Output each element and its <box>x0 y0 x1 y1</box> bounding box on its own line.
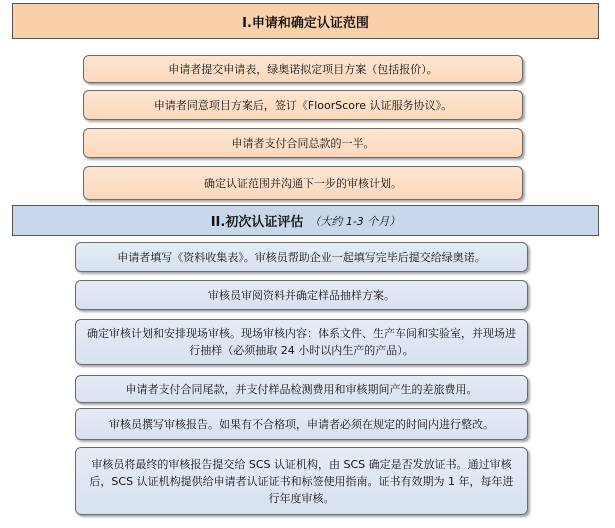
step-text: 审核员将最终的审核报告提交给 SCS 认证机构，由 SCS 确定是否发放证书。通过审核后，SCS 认证机构提供给申请者认证证书和标签使用指南。证书有效期为 1 年，每年进行年度审核。 <box>89 457 514 505</box>
step-text: 申请者支付合同尾款，并支付样品检测费用和审核期间产生的差旅费用。 <box>125 382 478 396</box>
section1-title: I.申请和确定认证范围 <box>242 15 369 31</box>
section1-step-1 <box>83 55 523 83</box>
step-text: 审核员撰写审核报告。如果有不合格项，申请者必须在规定的时间内进行整改。 <box>109 417 494 431</box>
section2-step-5 <box>75 408 528 440</box>
step-text: 审核员审阅资料并确定样品抽样方案。 <box>208 288 395 302</box>
section2-title: II.初次认证评估 <box>210 215 304 230</box>
step-text: 确定认证范围并沟通下一步的审核计划。 <box>204 176 402 190</box>
section2-step-3 <box>75 319 528 365</box>
step-text: 确定审核计划和安排现场审核。现场审核内容：体系文件、生产车间和实验室，并现场进行抽样（必须抽取 24 小时以内生产的产品）。 <box>87 327 516 357</box>
step-text: 申请者同意项目方案后，签订《FloorScore 认证服务协议》。 <box>153 98 453 112</box>
section1-step-2 <box>83 90 523 120</box>
section2-duration-note: （大约 1-3 个月） <box>309 214 401 228</box>
step-text: 申请者填写《资料收集表》。审核员帮助企业一起填写完毕后提交给绿奥诺。 <box>117 250 486 264</box>
step-text: 申请者支付合同总款的一半。 <box>231 136 375 150</box>
section2-step-4 <box>75 375 528 403</box>
step-text: 申请者提交申请表，绿奥诺拟定项目方案（包括报价）。 <box>168 62 438 76</box>
section2-step-6 <box>75 447 528 515</box>
section1-header <box>12 3 599 39</box>
section2-header <box>12 205 599 236</box>
section1-step-3 <box>83 128 523 158</box>
section2-step-1 <box>75 242 528 272</box>
section2-step-2 <box>75 280 528 310</box>
section1-step-4 <box>83 166 523 200</box>
